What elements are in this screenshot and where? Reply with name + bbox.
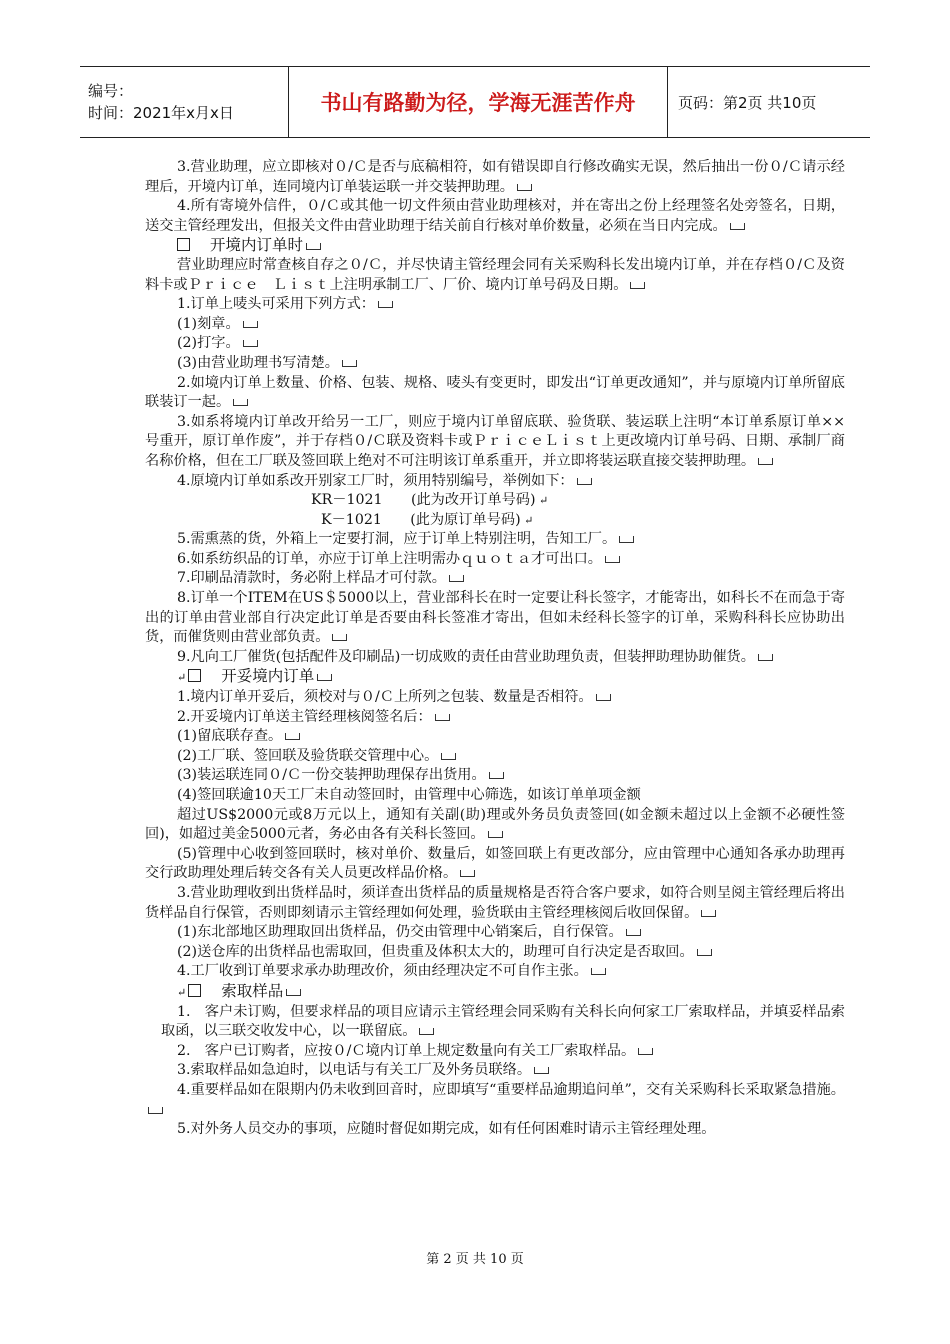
paragraph-mark-icon: [577, 478, 592, 485]
paragraph: 3.如系将境内订单改开给另一工厂，则应于境内订单留底联、验货联、装运联上注明“本订单系原订单××号重开，原订单作废”，并于存档０/Ｃ联及资料卡或ＰｒｉｃｅＬｉｓｔ上更改境内订单号码、日期、承制厂商名称价格，但在工厂联及签回联上绝对不可注明该订单系重开，并立即将装运联直接交装押助理。: [145, 413, 845, 469]
paragraph: 1. 客户未订购，但要求样品的项目应请示主管经理会同采购有关科长向何家工厂索取样品，并填妥样品索取函，以三联交收发中心，以一联留底。: [161, 1003, 845, 1040]
paragraph-mark-icon: [697, 949, 712, 956]
paragraph-mark-icon: [317, 674, 332, 681]
paragraph-mark-icon: [626, 929, 641, 936]
line-break-arrow-icon: ↵: [177, 671, 187, 685]
paragraph-mark-icon: [148, 1107, 163, 1114]
paragraph: 5.对外务人员交办的事项，应随时督促如期完成，如有任何困难时请示主管经理处理。: [177, 1121, 716, 1138]
paragraph-mark-icon: [419, 1028, 434, 1035]
paragraph: 9.凡向工厂催货(包括配件及印刷品)一切成败的责任由营业助理负责，但装押助理协助催货。: [145, 648, 845, 668]
paragraph-mark-icon: [517, 184, 532, 191]
checkbox-square-icon: [188, 984, 201, 997]
paragraph: 7.印刷品清款时，务必附上样品才可付款。: [145, 569, 845, 589]
paragraph: 3.营业助理，应立即核对０/Ｃ是否与底稿相符，如有错误即自行修改确实无误，然后抽出一份０/Ｃ请示经理后，开境内订单，连同境内订单装运联一并交装押助理。: [145, 159, 845, 195]
line-break-arrow-icon: ↵: [535, 494, 549, 508]
paragraph: 2. 客户已订购者，应按０/Ｃ境内订单上规定数量向有关工厂索取样品。: [145, 1042, 845, 1062]
checkbox-square-icon: [177, 238, 190, 251]
checkbox-square-icon: [188, 669, 201, 682]
paragraph: 4.重要样品如在限期内仍未收到回音时，应即填写“重要样品逾期追问单”，交有关采购科长采取紧急措施。: [145, 1081, 845, 1120]
paragraph-mark-icon: [591, 968, 606, 975]
paragraph: 3.营业助理收到出货样品时，须详查出货样品的质量规格是否符合客户要求，如符合则呈阅主管经理后将出货样品自行保管，否则即刻请示主管经理如何处理，验货联由主管经理核阅后收回保留。: [145, 884, 845, 921]
paragraph-mark-icon: [605, 556, 620, 563]
section-heading: 开境内订单时: [145, 236, 845, 256]
paragraph: (5)管理中心收到签回联时，核对单价、数量后，如签回联上有更改部分，应由管理中心通知各承办助理再交行政助理处理后转交各有关人员更改样品价格。: [145, 845, 845, 882]
paragraph-mark-icon: [378, 301, 393, 308]
paragraph-mark-icon: [596, 694, 611, 701]
paragraph: 超过US$2000元或8万元以上，通知有关副(助)理或外务员负责签回(如金额未超过以上金额不必硬性签回)，如超过美金5000元者，务必由各有关科长签回。: [145, 806, 845, 843]
line-break-arrow-icon: ↵: [520, 513, 534, 527]
paragraph-mark-icon: [243, 321, 258, 328]
paragraph-mark-icon: [449, 575, 464, 582]
paragraph: 4.原境内订单如系改开别家工厂时，须用特别编号，举例如下：: [145, 472, 845, 492]
paragraph: 3.索取样品如急迫时，以电话与有关工厂及外务员联络。: [145, 1061, 845, 1081]
paragraph-mark-icon: [435, 714, 450, 721]
paragraph-mark-icon: [619, 536, 634, 543]
paragraph-mark-icon: [638, 1048, 653, 1055]
page-header: [80, 66, 870, 138]
paragraph-mark-icon: [233, 399, 248, 406]
paragraph-mark-icon: [630, 282, 645, 289]
paragraph: (2)打字。: [145, 334, 845, 354]
paragraph-mark-icon: [243, 340, 258, 347]
paragraph-mark-icon: [332, 634, 347, 641]
paragraph: (3)装运联连同０/Ｃ一份交装押助理保存出货用。: [145, 766, 845, 786]
paragraph-mark-icon: [306, 243, 321, 250]
paragraph-mark-icon: [701, 910, 716, 917]
document-date: 时间：2021年x月x日: [88, 104, 234, 122]
header-page-number: 页码：第2页 共10页: [678, 93, 817, 112]
paragraph: (4)签回联逾10天工厂未自动签回时，由管理中心筛选，如该订单单项金额: [177, 787, 641, 803]
line-break-arrow-icon: ↵: [177, 985, 187, 999]
paragraph-mark-icon: [534, 1067, 549, 1074]
document-body: [145, 158, 845, 1140]
paragraph-mark-icon: [286, 989, 301, 996]
paragraph: 6.如系纺织品的订单，亦应于订单上注明需办ｑｕｏｔａ才可出口。: [145, 550, 845, 570]
paragraph-mark-icon: [441, 753, 456, 760]
paragraph-mark-icon: [489, 772, 504, 779]
paragraph-mark-icon: [342, 360, 357, 367]
paragraph: (3)由营业助理书写清楚。: [145, 354, 845, 374]
paragraph: 营业助理应时常查核自存之０/Ｃ，并尽快请主管经理会同有关采购科长发出境内订单，并在存档０/Ｃ及资料卡或Ｐｒｉｃｅ Ｌｉｓｔ上注明承制工厂、厂价、境内订单号码及日期。: [145, 256, 845, 293]
order-number-example: KR－1021 (此为改开订单号码) ↵: [311, 492, 549, 509]
paragraph: (1)留底联存查。: [145, 727, 845, 747]
order-number-example: K－1021 (此为原订单号码) ↵: [321, 511, 534, 528]
paragraph: 1.境内订单开妥后，须校对与０/Ｃ上所列之包装、数量是否相符。: [145, 688, 845, 708]
section-heading: ↵ 索取样品: [145, 982, 845, 1003]
paragraph: 5.需熏蒸的货，外箱上一定要打洞，应于订单上特别注明，告知工厂。: [145, 530, 845, 550]
paragraph: 1.订单上唛头可采用下列方式：: [145, 295, 845, 315]
paragraph: (2)工厂联、签回联及验货联交管理中心。: [145, 747, 845, 767]
header-meta: [80, 67, 288, 137]
paragraph: 2.如境内订单上数量、价格、包装、规格、唛头有变更时，即发出“订单更改通知”，并与原境内订单所留底联装订一起。: [145, 374, 845, 411]
paragraph: 8.订单一个ITEM在US＄5000以上，营业部科长在时一定要让科长签字，才能寄出，如科长不在而急于寄出的订单由营业部自行决定此订单是否要由科长签准才寄出，但如未经科长签字的订单，采购科科长应协助出货，而催货则由营业部负责。: [145, 590, 845, 646]
paragraph-mark-icon: [758, 654, 773, 661]
section-heading: ↵ 开妥境内订单: [145, 667, 845, 688]
paragraph: 4.所有寄境外信件，０/Ｃ或其他一切文件须由营业助理核对，并在寄出之份上经理签名处旁签名，日期，送交主管经理发出，但报关文件由营业助理于结关前自行核对单价数量，必须在当日内完成。: [145, 198, 845, 234]
paragraph-mark-icon: [488, 831, 503, 838]
paragraph-mark-icon: [285, 733, 300, 740]
page-footer: 第 2 页 共 10 页: [426, 1252, 524, 1267]
header-motto: 书山有路勤为径，学海无涯苦作舟: [288, 67, 668, 137]
paragraph-mark-icon: [730, 223, 745, 230]
paragraph: (2)送仓库的出货样品也需取回，但贵重及体积太大的，助理可自行决定是否取回。: [145, 943, 845, 963]
document-number-label: 编号：: [88, 82, 134, 100]
paragraph-mark-icon: [460, 870, 475, 877]
paragraph: 2.开妥境内订单送主管经理核阅签名后：: [145, 708, 845, 728]
paragraph: 4.工厂收到订单要求承办助理改价，须由经理决定不可自作主张。: [145, 962, 845, 982]
paragraph: (1)刻章。: [145, 315, 845, 335]
paragraph: (1)东北部地区助理取回出货样品，仍交由管理中心销案后，自行保管。: [145, 923, 845, 943]
paragraph-mark-icon: [758, 458, 773, 465]
